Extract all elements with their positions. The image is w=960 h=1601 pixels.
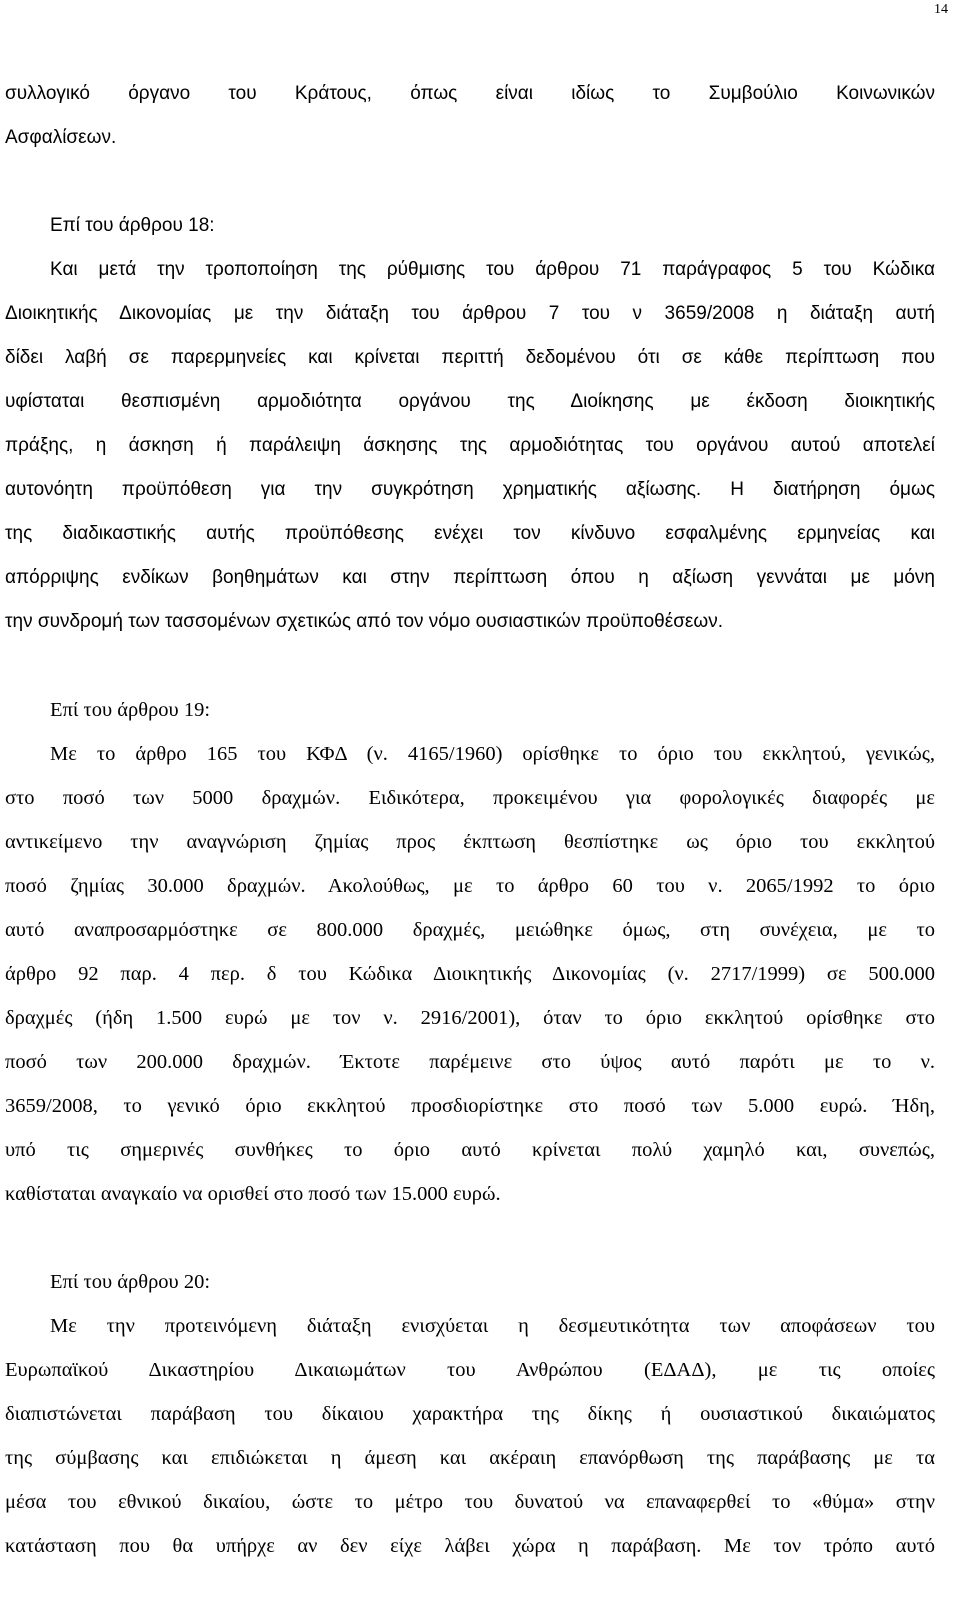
text-line: πράξης, η άσκηση ή παράλειψη άσκησης της αρμοδιότητας του οργάνου αυτού αποτελεί [5,435,935,456]
section-heading: Επί του άρθρου 18: [50,215,215,236]
document-body [5,72,935,1568]
text-line: διαπιστώνεται παράβαση του δίκαιου χαρακτήρα της δίκης ή ουσιαστικού δικαιώματος [5,1403,935,1425]
text-line: συλλογικό όργανο του Κράτους, όπως είναι ιδίως το Συμβούλιο Κοινωνικών [5,83,935,104]
text-line: Ασφαλίσεων. [5,127,117,148]
text-line: άρθρο 92 παρ. 4 περ. δ του Κώδικα Διοικητικής Δικονομίας (ν. 2717/1999) σε 500.000 [5,963,935,985]
paragraph-continuation [5,72,935,160]
text-line: δίδει λαβή σε παρερμηνείες και κρίνεται περιττή δεδομένου ότι σε κάθε περίπτωση που [5,347,935,368]
text-line: Ευρωπαϊκού Δικαστηρίου Δικαιωμάτων του Ανθρώπου (ΕΔΑΔ), με τις οποίες [5,1359,935,1381]
text-line: της σύμβασης και επιδιώκεται η άμεση και ακέραιη επανόρθωση της παράβασης με τα [5,1447,935,1469]
page-number: 14 [934,2,948,17]
section-article-18 [5,204,935,644]
text-line: δραχμές (ήδη 1.500 ευρώ με τον ν. 2916/2001), όταν το όριο εκκλητού ορίσθηκε στο [5,1007,935,1029]
text-line: ποσό ζημίας 30.000 δραχμών. Ακολούθως, με το άρθρο 60 του ν. 2065/1992 το όριο [5,875,935,897]
text-line: στο ποσό των 5000 δραχμών. Ειδικότερα, προκειμένου για φορολογικές διαφορές με [5,787,935,809]
text-line: υπό τις σημερινές συνθήκες το όριο αυτό κρίνεται πολύ χαμηλό και, συνεπώς, [5,1139,935,1161]
text-line: Και μετά την τροποποίηση της ρύθμισης του άρθρου 71 παράγραφος 5 του Κώδικα [50,259,935,280]
text-line: υφίσταται θεσπισμένη αρμοδιότητα οργάνου της Διοίκησης με έκδοση διοικητικής [5,391,935,412]
text-line: της διαδικαστικής αυτής προϋπόθεσης ενέχει τον κίνδυνο εσφαλμένης ερμηνείας και [5,523,935,544]
section-heading: Επί του άρθρου 19: [50,699,211,721]
text-line: μέσα του εθνικού δικαίου, ώστε το μέτρο του δυνατού να επαναφερθεί το «θύμα» στην [5,1491,935,1513]
text-line: αυτό αναπροσαρμόστηκε σε 800.000 δραχμές, μειώθηκε όμως, στη συνέχεια, με το [5,919,935,941]
text-line: Διοικητικής Δικονομίας με την διάταξη του άρθρου 7 του ν 3659/2008 η διάταξη αυτή [5,303,935,324]
text-line: κατάσταση που θα υπήρχε αν δεν είχε λάβει χώρα η παράβαση. Με τον τρόπο αυτό [5,1535,935,1557]
section-heading: Επί του άρθρου 20: [50,1271,211,1293]
text-line: αυτονόητη προϋπόθεση για την συγκρότηση χρηματικής αξίωσης. Η διατήρηση όμως [5,479,935,500]
text-line: απόρριψης ενδίκων βοηθημάτων και στην περίπτωση όπου η αξίωση γεννάται με μόνη [5,567,935,588]
text-line: καθίσταται αναγκαίο να ορισθεί στο ποσό των 15.000 ευρώ. [5,1183,501,1205]
text-line: αντικείμενο την αναγνώριση ζημίας προς έκπτωση θεσπίστηκε ως όριο του εκκλητού [5,831,935,853]
text-line: ποσό των 200.000 δραχμών. Έκτοτε παρέμεινε στο ύψος αυτό παρότι με το ν. [5,1051,935,1073]
text-line: 3659/2008, το γενικό όριο εκκλητού προσδιορίστηκε στο ποσό των 5.000 ευρώ. Ήδη, [5,1095,935,1117]
section-article-20 [5,1260,935,1568]
section-article-19 [5,688,935,1216]
text-line: Με την προτεινόμενη διάταξη ενισχύεται η δεσμευτικότητα των αποφάσεων του [50,1315,935,1337]
text-line: Με το άρθρο 165 του ΚΦΔ (ν. 4165/1960) ορίσθηκε το όριο του εκκλητού, γενικώς, [50,743,935,765]
text-line: την συνδρομή των τασσομένων σχετικώς από τον νόμο ουσιαστικών προϋποθέσεων. [5,611,724,632]
